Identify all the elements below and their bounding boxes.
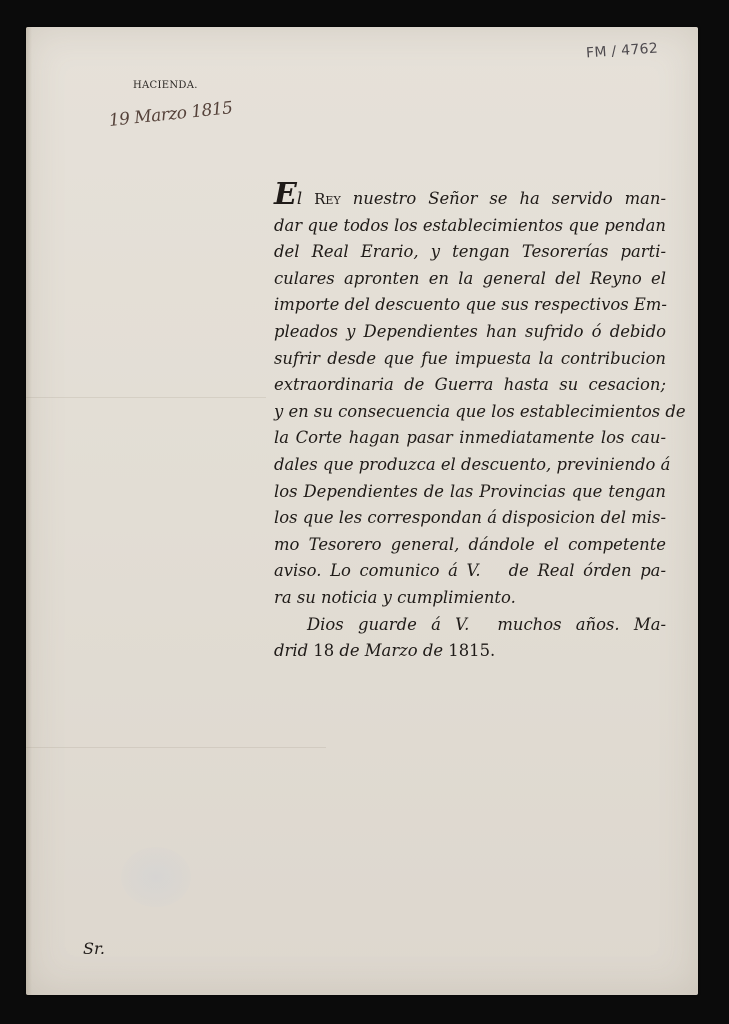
paper-crease (26, 747, 326, 748)
body-line: y en su consecuencia que los establecimientos de (274, 401, 686, 421)
body-line: la Corte hagan pasar inmediatamente los cau- (274, 428, 666, 448)
body-line: El Rey nuestro Señor se ha servido man- (274, 177, 667, 212)
salutation: Sr. (83, 939, 105, 958)
body-line: culares apronten en la general del Reyno el (274, 268, 666, 288)
body-line: los Dependientes de las Provincias que tengan (274, 481, 666, 501)
closing-line: Dios guarde á V. muchos años. Ma- (307, 614, 667, 634)
sheet-edge-shadow (26, 27, 32, 995)
body-line: del Real Erario, y tengan Tesorerías parti- (274, 242, 666, 262)
body-line: dar que todos los establecimientos que pendan (274, 215, 666, 235)
king-title: Rey (314, 190, 341, 208)
date-line: drid 18 de Marzo de 1815. (274, 641, 496, 661)
department-heading: HACIENDA. (133, 80, 198, 91)
day-number: 18 (313, 641, 335, 661)
drop-cap: E (274, 177, 297, 212)
body-line: ra su noticia y cumplimiento. (274, 587, 516, 607)
body-line: sufrir desde que fue impuesta la contribucion (274, 348, 666, 368)
body-line: los que les correspondan á disposicion del mis- (274, 508, 666, 528)
body-line: pleados y Dependientes han sufrido ó debido (274, 321, 666, 341)
year-number: 1815. (448, 641, 496, 661)
body-line: dales que produzca el descuento, previniendo á (274, 454, 671, 474)
document-sheet (26, 27, 698, 995)
decree-body (274, 177, 686, 665)
paper-stain (121, 847, 191, 907)
paper-crease (26, 397, 266, 398)
body-line: extraordinaria de Guerra hasta su cesacion; (274, 375, 666, 395)
archive-reference-number: FM / 4762 (585, 40, 659, 62)
body-line: mo Tesorero general, dándole el competente (274, 534, 666, 554)
body-line: aviso. Lo comunico á V. de Real órden pa- (274, 561, 666, 581)
body-line: importe del descuento que sus respectivos Em- (274, 295, 667, 315)
handwritten-date: 19 Marzo 1815 (107, 98, 234, 131)
